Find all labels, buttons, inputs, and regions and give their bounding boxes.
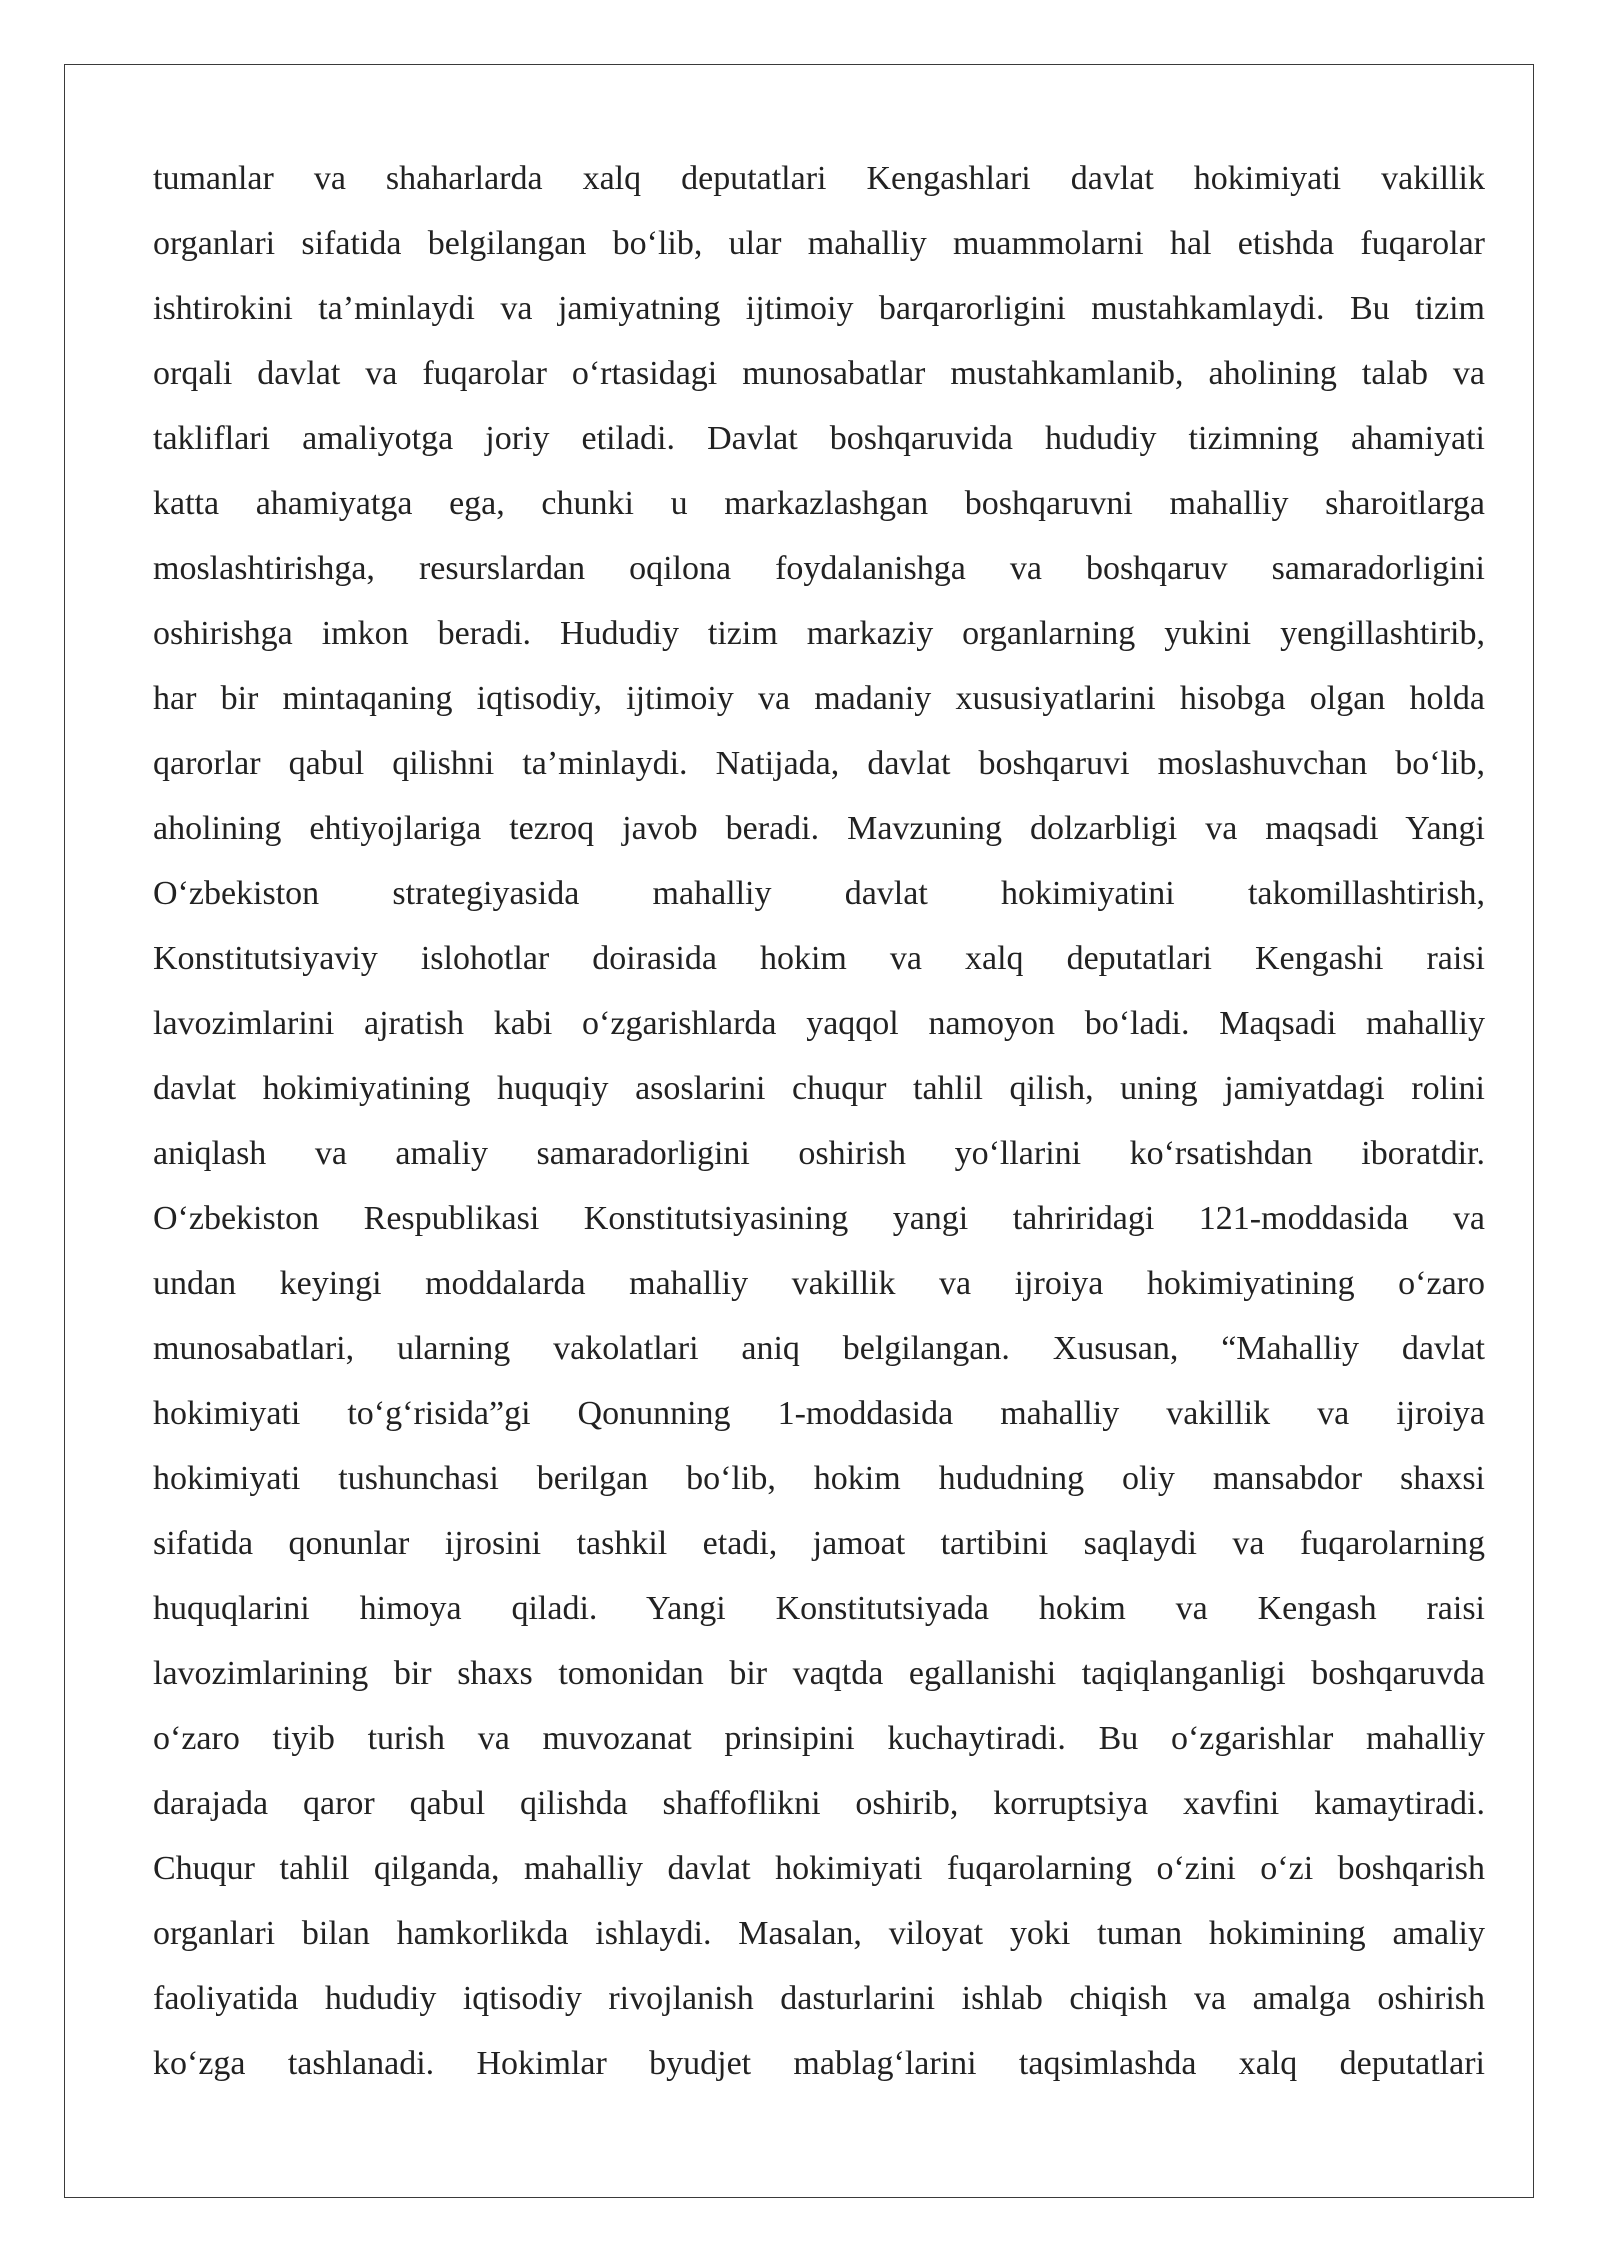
text-line: takliflari amaliyotga joriy etiladi. Davlat boshqaruvida hududiy tizimning ahamiyati bbox=[153, 420, 1485, 457]
text-line: munosabatlari, ularning vakolatlari aniq belgilangan. Xususan, “Mahalliy davlat bbox=[153, 1330, 1485, 1367]
text-line: Konstitutsiyaviy islohotlar doirasida hokim va xalq deputatlari Kengashi raisi bbox=[153, 940, 1485, 977]
text-line: tumanlar va shaharlarda xalq deputatlari Kengashlari davlat hokimiyati vakillik bbox=[153, 160, 1485, 197]
text-line: lavozimlarining bir shaxs tomonidan bir vaqtda egallanishi taqiqlanganligi boshqaruvda bbox=[153, 1655, 1485, 1692]
text-line: Chuqur tahlil qilganda, mahalliy davlat hokimiyati fuqarolarning o‘zini o‘zi boshqarish bbox=[153, 1850, 1485, 1887]
text-line: orqali davlat va fuqarolar o‘rtasidagi munosabatlar mustahkamlanib, aholining talab va bbox=[153, 355, 1485, 392]
text-line: O‘zbekiston strategiyasida mahalliy davlat hokimiyatini takomillashtirish, bbox=[153, 875, 1485, 912]
text-line: faoliyatida hududiy iqtisodiy rivojlanish dasturlarini ishlab chiqish va amalga oshirish bbox=[153, 1980, 1485, 2017]
text-line: O‘zbekiston Respublikasi Konstitutsiyasining yangi tahriridagi 121-moddasida va bbox=[153, 1200, 1485, 1237]
text-line: ishtirokini ta’minlaydi va jamiyatning ijtimoiy barqarorligini mustahkamlaydi. Bu tizim bbox=[153, 290, 1485, 327]
text-line: organlari bilan hamkorlikda ishlaydi. Masalan, viloyat yoki tuman hokimining amaliy bbox=[153, 1915, 1485, 1952]
text-line: sifatida qonunlar ijrosini tashkil etadi, jamoat tartibini saqlaydi va fuqarolarning bbox=[153, 1525, 1485, 1562]
text-line: oshirishga imkon beradi. Hududiy tizim markaziy organlarning yukini yengillashtirib, bbox=[153, 615, 1485, 652]
text-line: hokimiyati to‘g‘risida”gi Qonunning 1-moddasida mahalliy vakillik va ijroiya bbox=[153, 1395, 1485, 1432]
text-line: huquqlarini himoya qiladi. Yangi Konstitutsiyada hokim va Kengash raisi bbox=[153, 1590, 1485, 1627]
text-line: hokimiyati tushunchasi berilgan bo‘lib, hokim hududning oliy mansabdor shaxsi bbox=[153, 1460, 1485, 1497]
text-line: o‘zaro tiyib turish va muvozanat prinsipini kuchaytiradi. Bu o‘zgarishlar mahalliy bbox=[153, 1720, 1485, 1757]
text-line: davlat hokimiyatining huquqiy asoslarini chuqur tahlil qilish, uning jamiyatdagi rolini bbox=[153, 1070, 1485, 1107]
text-line: moslashtirishga, resurslardan oqilona foydalanishga va boshqaruv samaradorligini bbox=[153, 550, 1485, 587]
text-line: aholining ehtiyojlariga tezroq javob beradi. Mavzuning dolzarbligi va maqsadi Yangi bbox=[153, 810, 1485, 847]
text-line: darajada qaror qabul qilishda shaffoflikni oshirib, korruptsiya xavfini kamaytiradi. bbox=[153, 1785, 1485, 1822]
text-line: katta ahamiyatga ega, chunki u markazlashgan boshqaruvni mahalliy sharoitlarga bbox=[153, 485, 1485, 522]
text-line: aniqlash va amaliy samaradorligini oshirish yo‘llarini ko‘rsatishdan iboratdir. bbox=[153, 1135, 1485, 1172]
text-line: undan keyingi moddalarda mahalliy vakillik va ijroiya hokimiyatining o‘zaro bbox=[153, 1265, 1485, 1302]
text-line: ko‘zga tashlanadi. Hokimlar byudjet mablag‘larini taqsimlashda xalq deputatlari bbox=[153, 2045, 1485, 2082]
body-paragraph bbox=[153, 146, 1485, 2096]
text-line: lavozimlarini ajratish kabi o‘zgarishlarda yaqqol namoyon bo‘ladi. Maqsadi mahalliy bbox=[153, 1005, 1485, 1042]
text-line: qarorlar qabul qilishni ta’minlaydi. Natijada, davlat boshqaruvi moslashuvchan bo‘lib, bbox=[153, 745, 1485, 782]
text-line: organlari sifatida belgilangan bo‘lib, ular mahalliy muammolarni hal etishda fuqarolar bbox=[153, 225, 1485, 262]
text-line: har bir mintaqaning iqtisodiy, ijtimoiy va madaniy xususiyatlarini hisobga olgan holda bbox=[153, 680, 1485, 717]
